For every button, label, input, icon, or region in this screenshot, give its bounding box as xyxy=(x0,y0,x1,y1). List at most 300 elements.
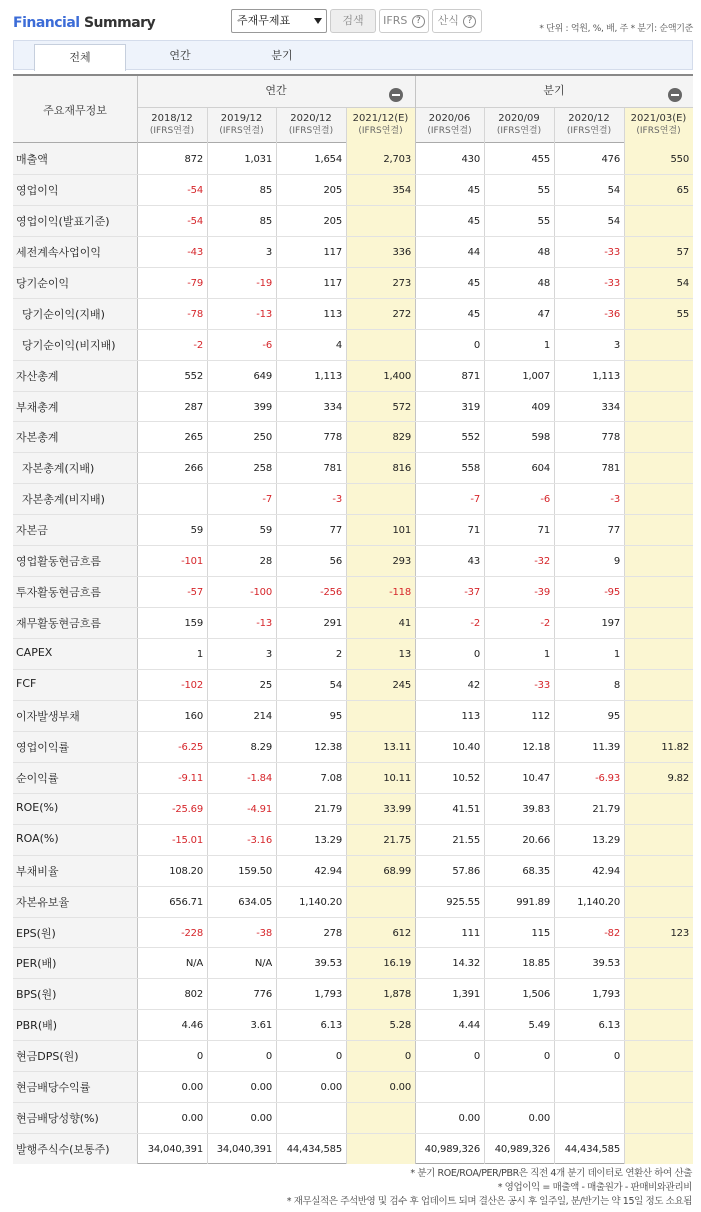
row-label: 당기순이익(비지배) xyxy=(22,338,116,352)
table-cell: -33 xyxy=(604,246,620,258)
row-label: 세전계속사업이익 xyxy=(16,245,102,259)
table-cell: -13 xyxy=(256,618,272,630)
row-label: 영업이익 xyxy=(16,183,59,197)
table-cell: 0.00 xyxy=(320,1082,342,1094)
column-period: 2020/12 xyxy=(568,113,610,124)
row-divider xyxy=(13,576,693,577)
collapse-quarter-icon[interactable] xyxy=(668,88,682,102)
footnote-1: * 분기 ROE/ROA/PER/PBR은 직전 4개 분기 데이터로 연환산 하여 산출 xyxy=(410,1168,692,1179)
table-cell: 57.86 xyxy=(452,865,480,877)
table-cell: -7 xyxy=(470,494,480,506)
table-cell: 336 xyxy=(392,246,411,258)
table-cell: 117 xyxy=(323,277,342,289)
table-cell: 68.35 xyxy=(522,865,550,877)
table-cell: -118 xyxy=(389,587,411,599)
table-cell: 47 xyxy=(537,308,550,320)
column-header xyxy=(207,112,276,138)
table-cell: -101 xyxy=(181,556,203,568)
table-cell: 9 xyxy=(613,556,620,568)
table-cell: 558 xyxy=(461,463,480,475)
table-cell: 1 xyxy=(613,649,620,661)
tab-quarter[interactable]: 분기 xyxy=(271,49,293,62)
table-cell: 54 xyxy=(329,679,342,691)
formula-label: 산식 xyxy=(437,14,459,27)
row-label: FCF xyxy=(16,676,37,690)
row-divider xyxy=(13,978,693,979)
row-divider xyxy=(13,421,693,422)
table-cell: 214 xyxy=(253,710,272,722)
table-cell: 0.00 xyxy=(250,1113,272,1125)
table-cell: 42.94 xyxy=(314,865,342,877)
table-cell: 0 xyxy=(613,1051,620,1063)
table-cell: 45 xyxy=(467,184,480,196)
table-cell: 1,391 xyxy=(452,989,480,1001)
table-cell: 13 xyxy=(398,649,411,661)
quarter-group-header: 분기 xyxy=(543,84,565,97)
row-label: 재무활동현금흐름 xyxy=(16,617,102,631)
table-cell: -32 xyxy=(534,556,550,568)
table-cell: -3.16 xyxy=(247,834,272,846)
table-cell: -33 xyxy=(534,679,550,691)
table-cell: 604 xyxy=(531,463,550,475)
table-cell: 1,140.20 xyxy=(577,896,620,908)
footnote-2: * 영업이익 = 매출액 - 매출원가 - 판매비와관리비 xyxy=(497,1182,692,1193)
column-header xyxy=(346,112,415,138)
table-cell: -54 xyxy=(187,215,203,227)
row-divider xyxy=(13,947,693,948)
table-cell: 991.89 xyxy=(516,896,550,908)
chevron-down-icon xyxy=(314,18,322,24)
row-divider xyxy=(13,514,693,515)
table-cell: 39.53 xyxy=(314,958,342,970)
column-period: 2018/12 xyxy=(151,113,193,124)
table-cell: 0 xyxy=(404,1051,411,1063)
row-divider xyxy=(13,855,693,856)
table-cell: 44,434,585 xyxy=(564,1144,620,1156)
table-cell: 56 xyxy=(329,556,342,568)
unit-note: * 단위 : 억원, %, 배, 주 * 분기: 순액기준 xyxy=(539,24,693,34)
table-cell: 0 xyxy=(473,649,480,661)
table-cell: -2 xyxy=(470,618,480,630)
table-cell: 778 xyxy=(601,432,620,444)
column-header xyxy=(554,112,624,138)
table-cell: 612 xyxy=(392,927,411,939)
row-divider xyxy=(13,886,693,887)
table-cell: 10.52 xyxy=(452,772,480,784)
row-divider xyxy=(13,329,693,330)
table-cell: -19 xyxy=(256,277,272,289)
table-cell: 43 xyxy=(467,556,480,568)
table-cell: 1,506 xyxy=(522,989,550,1001)
table-cell: 33.99 xyxy=(383,803,411,815)
row-divider xyxy=(13,545,693,546)
table-cell: 572 xyxy=(392,401,411,413)
table-cell: -13 xyxy=(256,308,272,320)
table-cell: 41 xyxy=(398,618,411,630)
table-cell: 273 xyxy=(392,277,411,289)
column-basis: (IFRS연결) xyxy=(149,126,195,136)
row-label: 매출액 xyxy=(16,153,48,166)
table-cell: 10.11 xyxy=(383,772,411,784)
table-cell: 42 xyxy=(467,679,480,691)
table-cell: 0.00 xyxy=(181,1113,203,1125)
table-cell: 48 xyxy=(537,246,550,258)
row-label: 순이익률 xyxy=(16,771,59,785)
tab-all[interactable]: 전체 xyxy=(34,44,126,71)
table-cell: -54 xyxy=(187,184,203,196)
column-basis: (IFRS연결) xyxy=(496,126,542,136)
column-basis: (IFRS연결) xyxy=(288,126,334,136)
column-header xyxy=(484,112,554,138)
page-header xyxy=(0,0,701,38)
table-cell: 123 xyxy=(670,927,689,939)
table-cell: -78 xyxy=(187,308,203,320)
table-cell: -38 xyxy=(256,927,272,939)
table-cell: 4.44 xyxy=(458,1020,480,1032)
table-cell: 13.29 xyxy=(314,834,342,846)
table-cell: 95 xyxy=(329,710,342,722)
row-label: EPS(원) xyxy=(16,926,56,940)
table-cell: 71 xyxy=(467,525,480,537)
table-cell: 0 xyxy=(473,339,480,351)
table-cell: -7 xyxy=(262,494,272,506)
table-cell: 7.08 xyxy=(320,772,342,784)
table-cell: 272 xyxy=(392,308,411,320)
table-cell: 1,113 xyxy=(592,370,620,382)
column-period: 2020/06 xyxy=(428,113,471,124)
table-cell: 552 xyxy=(184,370,203,382)
table-cell: 399 xyxy=(253,401,272,413)
table-cell: 649 xyxy=(253,370,272,382)
column-period: 2021/03(E) xyxy=(630,113,687,124)
row-divider xyxy=(13,298,693,299)
row-divider xyxy=(13,1133,693,1134)
table-cell: -43 xyxy=(187,246,203,258)
row-label: ROE(%) xyxy=(16,800,59,814)
table-cell: -1.84 xyxy=(247,772,272,784)
table-cell: 11.82 xyxy=(661,741,689,753)
table-cell: 3.61 xyxy=(250,1020,272,1032)
table-cell: 159.50 xyxy=(238,865,272,877)
table-cell: 39.53 xyxy=(592,958,620,970)
row-divider xyxy=(13,391,693,392)
table-cell: 334 xyxy=(601,401,620,413)
table-cell: 287 xyxy=(184,401,203,413)
row-label: 자본총계(지배) xyxy=(22,462,95,476)
table-cell: 634.05 xyxy=(238,896,272,908)
table-cell: 12.38 xyxy=(314,741,342,753)
table-cell: -9.11 xyxy=(178,772,203,784)
table-cell: 68.99 xyxy=(383,865,411,877)
table-cell: -82 xyxy=(604,927,620,939)
table-cell: 1 xyxy=(196,649,203,661)
table-cell: 197 xyxy=(601,618,620,630)
row-label: 자본총계 xyxy=(16,431,59,445)
table-cell: 278 xyxy=(323,927,342,939)
table-cell: N/A xyxy=(254,958,272,970)
column-period: 2021/12(E) xyxy=(352,113,409,124)
column-basis: (IFRS연결) xyxy=(427,126,472,136)
table-cell: -2 xyxy=(193,339,203,351)
row-label: 발행주식수(보통주) xyxy=(16,1143,110,1157)
table-cell: 778 xyxy=(323,432,342,444)
table-cell: 0.00 xyxy=(458,1113,480,1125)
table-cell: 55 xyxy=(537,215,550,227)
row-divider xyxy=(13,793,693,794)
table-cell: 117 xyxy=(323,246,342,258)
table-cell: -79 xyxy=(187,277,203,289)
table-cell: -25.69 xyxy=(171,803,203,815)
column-basis: (IFRS연결) xyxy=(358,126,403,136)
row-label: 영업활동현금흐름 xyxy=(16,555,102,569)
table-cell: -100 xyxy=(250,587,272,599)
table-cell: 111 xyxy=(461,927,480,939)
table-cell: 13.11 xyxy=(383,741,411,753)
row-divider xyxy=(13,267,693,268)
footnote-3: * 재무실적은 주석반영 및 검수 후 업데이트 되며 결산은 공시 후 일주일, 분/반기는 약 15일 정도 소요됨 xyxy=(286,1196,692,1207)
row-label: 이자발생부채 xyxy=(16,709,80,723)
table-cell: 45 xyxy=(467,277,480,289)
row-label: 영업이익률 xyxy=(16,740,70,754)
table-cell: 54 xyxy=(607,184,620,196)
table-cell: 12.18 xyxy=(522,741,550,753)
table-cell: 1,878 xyxy=(383,989,411,1001)
table-cell: 8.29 xyxy=(250,741,272,753)
table-cell: 656.71 xyxy=(169,896,203,908)
table-cell: 319 xyxy=(461,401,480,413)
table-cell: 3 xyxy=(265,649,272,661)
table-cell: 14.32 xyxy=(452,958,480,970)
row-divider xyxy=(13,607,693,608)
table-cell: 0 xyxy=(543,1051,550,1063)
table-cell: 1,113 xyxy=(314,370,342,382)
table-cell: 55 xyxy=(537,184,550,196)
column-basis: (IFRS연결) xyxy=(219,126,264,136)
table-cell: 10.47 xyxy=(522,772,550,784)
row-divider xyxy=(13,1102,693,1103)
corner-label: 주요재무정보 xyxy=(43,104,107,117)
period-tabs xyxy=(13,40,693,70)
table-cell: -33 xyxy=(604,277,620,289)
table-cell: 45 xyxy=(467,215,480,227)
table-cell: 3 xyxy=(265,246,272,258)
row-label: 당기순이익(지배) xyxy=(22,307,105,321)
row-label: 당기순이익 xyxy=(16,276,70,290)
table-cell: 0.00 xyxy=(389,1082,411,1094)
column-period: 2020/12 xyxy=(290,113,332,124)
table-cell: 550 xyxy=(670,154,689,165)
table-cell: 334 xyxy=(323,401,342,413)
help-icon: ? xyxy=(463,15,476,28)
table-cell: 65 xyxy=(676,184,689,196)
row-divider xyxy=(13,360,693,361)
table-cell: -6 xyxy=(262,339,272,351)
table-cell: 55 xyxy=(676,308,689,320)
table-cell: 552 xyxy=(461,432,480,444)
row-divider xyxy=(13,205,693,206)
table-cell: 925.55 xyxy=(446,896,480,908)
table-cell: 159 xyxy=(184,618,203,630)
table-cell: 44,434,585 xyxy=(286,1144,342,1156)
table-cell: -3 xyxy=(610,494,620,506)
table-cell: 0 xyxy=(196,1051,203,1063)
table-cell: 54 xyxy=(676,277,689,289)
row-label: 부채비율 xyxy=(16,864,59,878)
table-cell: 25 xyxy=(259,679,272,691)
ifrs-help-button[interactable] xyxy=(379,9,429,33)
table-cell: -39 xyxy=(534,587,550,599)
table-cell: 40,989,326 xyxy=(494,1144,550,1156)
table-cell: -2 xyxy=(540,618,550,630)
table-cell: 54 xyxy=(607,215,620,227)
row-divider xyxy=(13,762,693,763)
table-cell: 4 xyxy=(335,339,342,351)
table-cell: 59 xyxy=(259,525,272,537)
table-cell: -6.93 xyxy=(595,772,620,784)
table-cell: 18.85 xyxy=(522,958,550,970)
table-cell: 266 xyxy=(184,463,203,475)
row-label: PBR(배) xyxy=(16,1019,58,1033)
row-divider xyxy=(13,1040,693,1041)
table-cell: 20.66 xyxy=(522,834,550,846)
column-basis: (IFRS연결) xyxy=(566,126,612,136)
table-cell: -36 xyxy=(604,308,620,320)
table-cell: 258 xyxy=(253,463,272,475)
table-cell: 872 xyxy=(184,154,203,165)
annual-group-header: 연간 xyxy=(265,84,287,97)
table-cell: 71 xyxy=(537,525,550,537)
collapse-annual-icon[interactable] xyxy=(389,88,403,102)
table-cell: -228 xyxy=(181,927,203,939)
table-cell: 0 xyxy=(335,1051,342,1063)
statement-type-select[interactable] xyxy=(231,9,327,33)
table-cell: 41.51 xyxy=(452,803,480,815)
column-header xyxy=(624,112,693,138)
table-cell: 10.40 xyxy=(452,741,480,753)
table-cell: 476 xyxy=(601,154,620,165)
table-cell: 1,793 xyxy=(314,989,342,1001)
table-cell: 21.79 xyxy=(314,803,342,815)
table-cell: 48 xyxy=(537,277,550,289)
table-cell: 160 xyxy=(184,710,203,722)
table-cell: 245 xyxy=(392,679,411,691)
row-label: 투자활동현금흐름 xyxy=(16,586,102,600)
column-header xyxy=(137,112,207,138)
footnotes xyxy=(287,1167,692,1209)
row-divider xyxy=(13,1009,693,1010)
table-cell: 2,703 xyxy=(383,154,411,165)
table-cell: 1,400 xyxy=(383,370,411,382)
table-cell: 802 xyxy=(184,989,203,1001)
table-cell: 115 xyxy=(531,927,550,939)
table-cell: -6.25 xyxy=(178,741,203,753)
row-divider xyxy=(13,700,693,701)
table-cell: -95 xyxy=(604,587,620,599)
table-cell: 5.28 xyxy=(389,1020,411,1032)
row-label: 현금배당성향(%) xyxy=(16,1112,99,1126)
row-divider xyxy=(13,452,693,453)
table-cell: 0 xyxy=(265,1051,272,1063)
column-period: 2020/09 xyxy=(498,113,540,124)
table-cell: 0.00 xyxy=(181,1082,203,1094)
table-cell: 11.39 xyxy=(592,741,620,753)
row-divider xyxy=(13,483,693,484)
search-button[interactable]: 검색 xyxy=(330,9,376,33)
table-cell: 16.19 xyxy=(383,958,411,970)
table-cell: 1,031 xyxy=(244,154,272,165)
row-divider xyxy=(13,669,693,670)
row-label: PER(배) xyxy=(16,957,57,971)
title-financial: Financial xyxy=(13,15,80,31)
table-cell: 42.94 xyxy=(592,865,620,877)
tab-annual[interactable]: 연간 xyxy=(169,49,191,62)
table-cell: 8 xyxy=(613,679,620,691)
table-cell: 59 xyxy=(190,525,203,537)
table-cell: 0.00 xyxy=(250,1082,272,1094)
table-cell: -6 xyxy=(540,494,550,506)
table-cell: 40,989,326 xyxy=(424,1144,480,1156)
table-cell: 1,793 xyxy=(592,989,620,1001)
table-cell: 781 xyxy=(601,463,620,475)
row-label: 현금DPS(원) xyxy=(16,1050,79,1064)
table-cell: 85 xyxy=(259,184,272,196)
table-cell: 77 xyxy=(607,525,620,537)
row-divider xyxy=(13,236,693,237)
table-cell: 1 xyxy=(543,649,550,661)
table-cell: 21.79 xyxy=(592,803,620,815)
table-cell: 829 xyxy=(392,432,411,444)
row-label: 자본총계(비지배) xyxy=(22,493,105,507)
row-divider xyxy=(13,638,693,639)
help-icon: ? xyxy=(412,15,425,28)
table-cell: 1,140.20 xyxy=(299,896,342,908)
table-cell: 101 xyxy=(392,525,411,537)
table-cell: 85 xyxy=(259,215,272,227)
table-cell: 1,654 xyxy=(314,154,342,165)
table-cell: 6.13 xyxy=(598,1020,620,1032)
select-value: 주재무제표 xyxy=(237,14,291,27)
row-label: 자산총계 xyxy=(16,369,59,383)
row-divider xyxy=(13,174,693,175)
row-label: BPS(원) xyxy=(16,988,57,1002)
column-header xyxy=(415,112,484,138)
table-cell: -4.91 xyxy=(247,803,272,815)
table-cell: 77 xyxy=(329,525,342,537)
table-cell: 34,040,391 xyxy=(216,1144,272,1156)
table-cell: 108.20 xyxy=(169,865,203,877)
table-cell: 776 xyxy=(253,989,272,1001)
table-cell: 0 xyxy=(473,1051,480,1063)
table-cell: 871 xyxy=(461,370,480,382)
table-cell: 205 xyxy=(323,215,342,227)
financial-summary-table xyxy=(13,74,693,1164)
table-cell: -3 xyxy=(332,494,342,506)
table-cell: 95 xyxy=(607,710,620,722)
row-label: CAPEX xyxy=(16,646,53,660)
table-cell: 21.55 xyxy=(452,834,480,846)
table-cell: 250 xyxy=(253,432,272,444)
table-cell: 39.83 xyxy=(522,803,550,815)
row-divider xyxy=(13,731,693,732)
table-cell: 9.82 xyxy=(667,772,689,784)
formula-help-button[interactable] xyxy=(432,9,482,33)
table-cell: 0.00 xyxy=(528,1113,550,1125)
table-cell: 4.46 xyxy=(181,1020,203,1032)
row-divider xyxy=(13,917,693,918)
table-cell: -57 xyxy=(187,587,203,599)
table-cell: 2 xyxy=(335,649,342,661)
table-cell: 112 xyxy=(531,710,550,722)
